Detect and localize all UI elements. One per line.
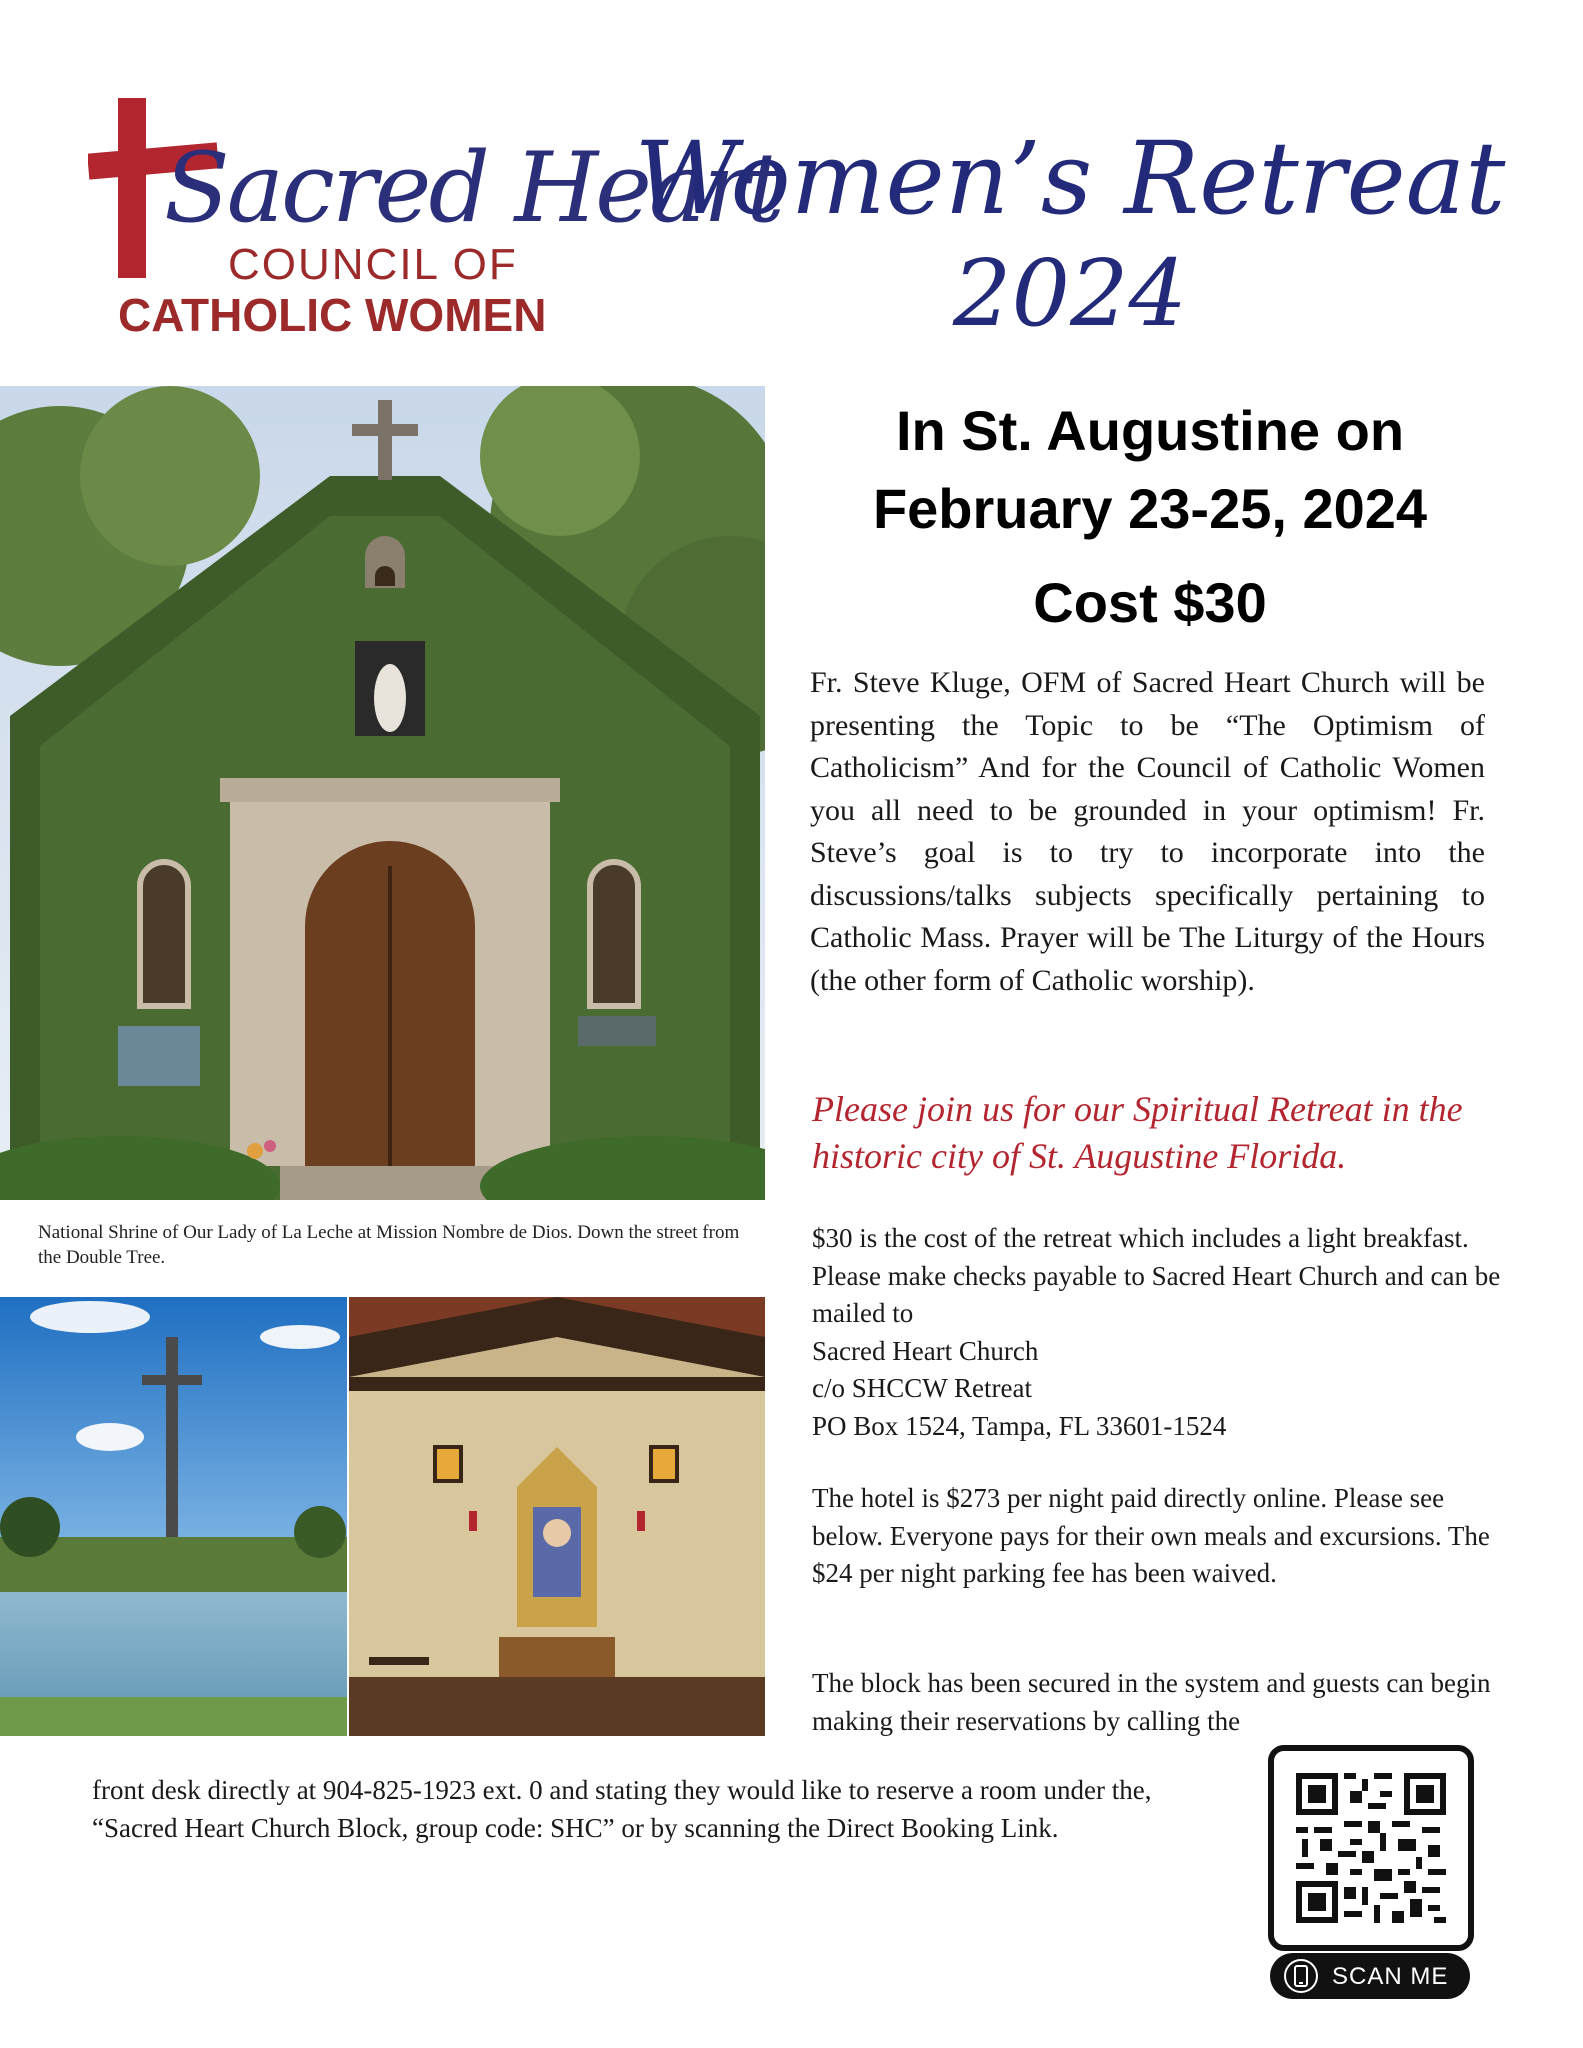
event-dates: February 23-25, 2024 [872, 477, 1428, 540]
mailing-address-line: PO Box 1524, Tampa, FL 33601-1524 [812, 1410, 1227, 1441]
hotel-info: The hotel is $273 per night paid directly online. Please see below. Everyone pays for their own meals and excursions. The $24 per night parking fee has been waived. [812, 1483, 1490, 1588]
reservation-info-continued: front desk directly at 904-825-1923 ext. 0 and stating they would like to reserve a room under the, “Sacred Heart Church Block, group code: SHC” or by scanning the Direct Booking Link. [92, 1775, 1152, 1843]
council-logo [88, 92, 782, 342]
logo-script-text: Sacred Heart [164, 132, 782, 244]
mailing-address-line: c/o SHCCW Retreat [812, 1373, 1032, 1403]
shrine-photo [0, 386, 765, 1200]
intro-paragraph: Fr. Steve Kluge, OFM of Sacred Heart Church will be presenting the Topic to be “The Optimism of Catholicism” And for the Council of Catholic Women you all need to be grounded in your optimism! Fr. Steve’s goal is to try to incorporate into the discussions/talks subjects specifically pertaining to Catholic Mass. Prayer will be The Liturgy of the Hours (the other form of Catholic worship). [810, 666, 1485, 997]
mailing-address-line: Sacred Heart Church [812, 1335, 1039, 1366]
chapel-interior-photo [349, 1297, 765, 1736]
reservation-info: The block has been secured in the system and guests can begin making their reservations by calling the [812, 1668, 1491, 1736]
page-title: Women’s Retreat [634, 120, 1506, 237]
event-location: In St. Augustine on [895, 399, 1405, 462]
event-cost: Cost $30 [1033, 571, 1267, 634]
logo-council-text: COUNCIL OF [228, 240, 518, 289]
phone-icon [1284, 1959, 1318, 1993]
scan-me-badge[interactable] [1270, 1953, 1470, 1999]
scan-me-label: SCAN ME [1332, 1963, 1449, 1990]
great-cross-photo [0, 1297, 347, 1736]
page-title-year: 2024 [952, 240, 1188, 347]
payment-text: $30 is the cost of the retreat which includes a light breakfast. Please make checks payable to Sacred Heart Church and can be mailed to [812, 1223, 1501, 1328]
payment-details [812, 1220, 1502, 1445]
logo-women-text: CATHOLIC WOMEN [118, 289, 547, 341]
qr-code[interactable] [1268, 1745, 1474, 1951]
photo-caption: National Shrine of Our Lady of La Leche at Mission Nombre de Dios. Down the street from the Double Tree. [38, 1222, 740, 1268]
qr-pattern [1296, 1773, 1446, 1923]
invitation-text: Please join us for our Spiritual Retreat in the historic city of St. Augustine Florida. [812, 1089, 1463, 1176]
